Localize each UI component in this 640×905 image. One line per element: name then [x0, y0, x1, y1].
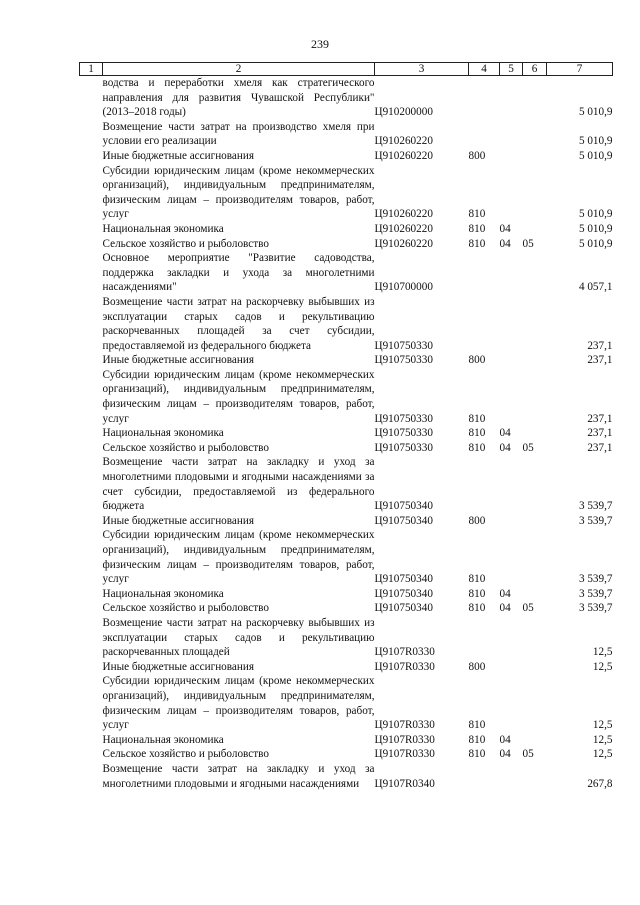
amount: 267,8: [587, 777, 613, 790]
section-code: [500, 76, 523, 120]
header-row: [80, 63, 613, 76]
amount: 5 010,9: [578, 208, 613, 221]
row-index-cell: [80, 674, 103, 732]
amount: 12,5: [592, 748, 613, 761]
table-row: [80, 616, 613, 660]
target-code: Ц9107R0330: [374, 646, 435, 659]
section-code: [500, 674, 523, 732]
row-index-cell: [80, 368, 103, 426]
subsection-code: [523, 674, 547, 732]
amount: 12,5: [592, 719, 613, 732]
amount: 5 010,9: [578, 222, 613, 235]
expense-type: 800: [468, 514, 486, 527]
target-code: Ц9107R0340: [374, 777, 435, 790]
expense-type: 810: [468, 573, 486, 586]
page-number: 239: [311, 37, 329, 51]
header-col-5: 5: [500, 63, 523, 76]
subsection-code: [523, 120, 547, 149]
row-index-cell: [80, 733, 103, 748]
amount: 237,1: [587, 354, 613, 367]
target-code: Ц9107R0330: [374, 748, 435, 761]
target-code: Ц910750340: [374, 573, 433, 586]
item-name: Возмещение части затрат на закладку и уход за многолетними плодовыми и ягодными насаждениями за счет субсидии, предоставляемой из федерального бюджета: [102, 456, 375, 513]
table-row: [80, 251, 613, 295]
item-name: Иные бюджетные ассигнования: [102, 660, 254, 673]
section-code: 04: [499, 441, 511, 454]
section-code: 04: [499, 427, 511, 440]
target-code: Ц910750330: [374, 427, 433, 440]
target-code: Ц910750330: [374, 339, 433, 352]
subsection-code: [523, 164, 547, 222]
expense-type: [469, 251, 500, 295]
amount: 4 057,1: [578, 281, 613, 294]
target-code: Ц910750340: [374, 514, 433, 527]
item-name: Возмещение части затрат на закладку и уход за многолетними плодовыми и ягодными насаждениями: [102, 762, 375, 790]
header-col-7: 7: [547, 63, 613, 76]
expense-type: 810: [468, 602, 486, 615]
row-index-cell: [80, 353, 103, 368]
subsection-code: [523, 616, 547, 660]
subsection-code: 05: [522, 602, 534, 615]
expense-type: 810: [468, 748, 486, 761]
subsection-code: [523, 149, 547, 164]
table-row: [80, 674, 613, 732]
amount: 5 010,9: [578, 149, 613, 162]
table-row: [80, 149, 613, 164]
target-code: Ц910700000: [374, 281, 433, 294]
expense-type: 800: [468, 660, 486, 673]
section-code: 04: [499, 237, 511, 250]
subsection-code: [523, 455, 547, 513]
item-name: Основное мероприятие "Развитие садоводства, поддержка закладки и ухода за многолетними насаждениями": [102, 252, 375, 294]
row-index-cell: [80, 762, 103, 791]
item-name: Национальная экономика: [102, 733, 224, 746]
amount: 12,5: [592, 646, 613, 659]
table-row: [80, 528, 613, 586]
expense-type: 810: [468, 412, 486, 425]
table-row: [80, 120, 613, 149]
section-code: [500, 514, 523, 529]
expense-type: [469, 120, 500, 149]
item-name: Национальная экономика: [102, 427, 224, 440]
amount: 237,1: [587, 339, 613, 352]
target-code: Ц910750340: [374, 602, 433, 615]
amount: 3 539,7: [578, 587, 613, 600]
subsection-code: [523, 353, 547, 368]
table-row: [80, 587, 613, 602]
row-index-cell: [80, 120, 103, 149]
item-name: Национальная экономика: [102, 587, 224, 600]
row-index-cell: [80, 660, 103, 675]
table-row: [80, 368, 613, 426]
table-row: [80, 762, 613, 791]
item-name: Сельское хозяйство и рыболовство: [102, 602, 269, 615]
target-code: Ц910260220: [374, 149, 433, 162]
amount: 237,1: [587, 441, 613, 454]
header-col-1: 1: [80, 63, 103, 76]
header-col-2: 2: [103, 63, 375, 76]
table-row: [80, 601, 613, 616]
subsection-code: 05: [522, 237, 534, 250]
amount: 3 539,7: [578, 573, 613, 586]
amount: 3 539,7: [578, 500, 613, 513]
section-code: [500, 762, 523, 791]
amount: 5 010,9: [578, 106, 613, 119]
table-row: [80, 164, 613, 222]
expense-type: [469, 76, 500, 120]
section-code: 04: [499, 733, 511, 746]
item-name: Национальная экономика: [102, 222, 224, 235]
expense-type: 810: [468, 587, 486, 600]
row-index-cell: [80, 222, 103, 237]
section-code: [500, 455, 523, 513]
target-code: Ц910750340: [374, 500, 433, 513]
section-code: 04: [499, 748, 511, 761]
section-code: [500, 149, 523, 164]
row-index-cell: [80, 441, 103, 456]
section-code: [500, 251, 523, 295]
table-body: [80, 76, 613, 792]
row-index-cell: [80, 237, 103, 252]
item-name: Иные бюджетные ассигнования: [102, 514, 254, 527]
expense-type: 800: [468, 149, 486, 162]
row-index-cell: [80, 616, 103, 660]
target-code: Ц910200000: [374, 106, 433, 119]
amount: 3 539,7: [578, 514, 613, 527]
section-code: 04: [499, 587, 511, 600]
table-row: [80, 441, 613, 456]
amount: 5 010,9: [578, 135, 613, 148]
expense-type: 810: [468, 719, 486, 732]
subsection-code: [523, 660, 547, 675]
amount: 12,5: [592, 660, 613, 673]
expense-type: [469, 616, 500, 660]
target-code: Ц910750340: [374, 587, 433, 600]
target-code: Ц910750330: [374, 354, 433, 367]
item-name: Возмещение части затрат на раскорчевку выбывших из эксплуатации старых садов и рекультивацию раскорчеванных площадей: [102, 616, 375, 659]
target-code: Ц9107R0330: [374, 733, 435, 746]
item-name: Сельское хозяйство и рыболовство: [102, 237, 269, 250]
section-code: [500, 120, 523, 149]
row-index-cell: [80, 747, 103, 762]
amount: 12,5: [592, 733, 613, 746]
subsection-code: [523, 426, 547, 441]
row-index-cell: [80, 251, 103, 295]
expense-type: 810: [468, 222, 486, 235]
subsection-code: [523, 762, 547, 791]
table-row: [80, 660, 613, 675]
table-row: [80, 76, 613, 120]
subsection-code: [523, 733, 547, 748]
section-code: [500, 528, 523, 586]
table-row: [80, 295, 613, 353]
subsection-code: [523, 222, 547, 237]
target-code: Ц9107R0330: [374, 660, 435, 673]
amount: 237,1: [587, 412, 613, 425]
target-code: Ц910260220: [374, 135, 433, 148]
header-col-6: 6: [523, 63, 547, 76]
subsection-code: [523, 76, 547, 120]
item-name: Сельское хозяйство и рыболовство: [102, 748, 269, 761]
subsection-code: 05: [522, 748, 534, 761]
row-index-cell: [80, 295, 103, 353]
item-name: Субсидии юридическим лицам (кроме некоммерческих организаций), индивидуальным предпринимателям, физическим лицам – производителям товаров, работ, услуг: [102, 368, 375, 425]
target-code: Ц910260220: [374, 222, 433, 235]
subsection-code: [523, 587, 547, 602]
section-code: [500, 164, 523, 222]
item-name: Возмещение части затрат на производство хмеля при условии его реализации: [102, 120, 375, 148]
row-index-cell: [80, 528, 103, 586]
section-code: [500, 616, 523, 660]
expense-type: [469, 295, 500, 353]
row-index-cell: [80, 149, 103, 164]
section-code: [500, 295, 523, 353]
table-row: [80, 353, 613, 368]
expense-type: [469, 762, 500, 791]
row-index-cell: [80, 587, 103, 602]
row-index-cell: [80, 426, 103, 441]
item-name: Субсидии юридическим лицам (кроме некоммерческих организаций), индивидуальным предпринимателям, физическим лицам – производителям товаров, работ, услуг: [102, 675, 375, 732]
section-code: [500, 660, 523, 675]
table-row: [80, 237, 613, 252]
item-name: водства и переработки хмеля как стратегического направления для развития Чувашской Республики" (2013–2018 годы): [102, 77, 375, 119]
section-code: [500, 368, 523, 426]
amount: 237,1: [587, 427, 613, 440]
expense-type: 800: [468, 354, 486, 367]
subsection-code: [523, 514, 547, 529]
item-name: Сельское хозяйство и рыболовство: [102, 441, 269, 454]
target-code: Ц910260220: [374, 237, 433, 250]
section-code: 04: [499, 602, 511, 615]
row-index-cell: [80, 601, 103, 616]
expense-type: 810: [468, 441, 486, 454]
header-col-4: 4: [469, 63, 500, 76]
subsection-code: [523, 528, 547, 586]
item-name: Иные бюджетные ассигнования: [102, 354, 254, 367]
item-name: Иные бюджетные ассигнования: [102, 149, 254, 162]
budget-table: [79, 62, 613, 791]
expense-type: 810: [468, 733, 486, 746]
expense-type: 810: [468, 427, 486, 440]
section-code: 04: [499, 222, 511, 235]
table-row: [80, 222, 613, 237]
subsection-code: 05: [522, 441, 534, 454]
row-index-cell: [80, 455, 103, 513]
item-name: Субсидии юридическим лицам (кроме некоммерческих организаций), индивидуальным предпринимателям, физическим лицам – производителям товаров, работ, услуг: [102, 164, 375, 221]
amount: 3 539,7: [578, 602, 613, 615]
amount: 5 010,9: [578, 237, 613, 250]
table-row: [80, 455, 613, 513]
table-row: [80, 426, 613, 441]
row-index-cell: [80, 164, 103, 222]
section-code: [500, 353, 523, 368]
table-row: [80, 733, 613, 748]
row-index-cell: [80, 514, 103, 529]
header-col-3: 3: [375, 63, 469, 76]
table-header: [80, 63, 613, 76]
target-code: Ц910260220: [374, 208, 433, 221]
table-row: [80, 747, 613, 762]
expense-type: 810: [468, 237, 486, 250]
item-name: Субсидии юридическим лицам (кроме некоммерческих организаций), индивидуальным предпринимателям, физическим лицам – производителям товаров, работ, услуг: [102, 529, 375, 586]
row-index-cell: [80, 76, 103, 120]
expense-type: [469, 455, 500, 513]
target-code: Ц910750330: [374, 412, 433, 425]
target-code: Ц910750330: [374, 441, 433, 454]
target-code: Ц9107R0330: [374, 719, 435, 732]
subsection-code: [523, 251, 547, 295]
subsection-code: [523, 368, 547, 426]
item-name: Возмещение части затрат на раскорчевку выбывших из эксплуатации старых садов и рекультивацию раскорчеванных площадей за счет субсидии, предоставляемой из федерального бюджета: [102, 295, 375, 352]
subsection-code: [523, 295, 547, 353]
expense-type: 810: [468, 208, 486, 221]
table-row: [80, 514, 613, 529]
